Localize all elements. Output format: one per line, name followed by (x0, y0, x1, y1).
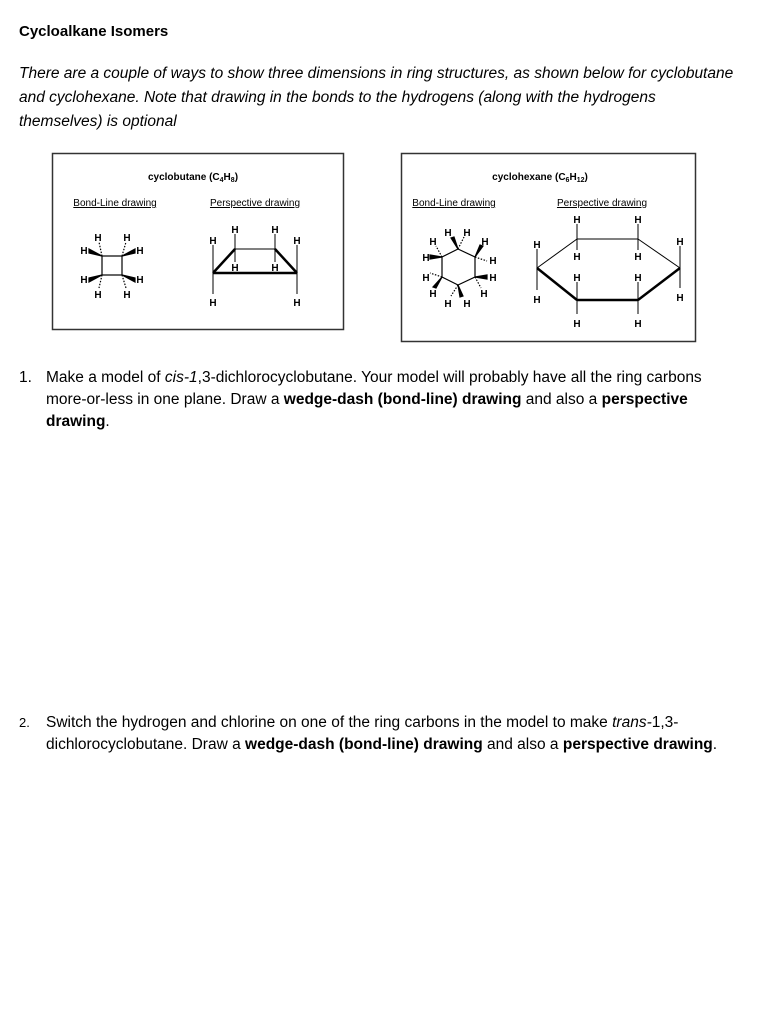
atom-label: H (136, 275, 144, 286)
atom-label: H (94, 233, 102, 244)
atom-label: H (293, 298, 301, 309)
atom-label: H (422, 253, 430, 264)
question-text: Switch the hydrogen and chlorine on one of the ring carbons in the model to make trans-1,3-dichlorocyclobutane. Draw a wedge-dash (bond-line) drawing and also a perspective drawing. (46, 714, 718, 753)
atom-label: H (136, 246, 144, 257)
cyclobutane-figure (53, 154, 344, 330)
atom-label: H (676, 293, 684, 304)
atom-label: H (676, 237, 684, 248)
atom-label: H (444, 299, 452, 310)
cyclohexane-bond-line-label: Bond-Line drawing (412, 198, 496, 209)
cyclohexane-figure (402, 154, 696, 342)
atom-label: H (489, 256, 497, 267)
atom-label: H (271, 225, 279, 236)
atom-label: H (573, 319, 581, 330)
atom-label: H (271, 263, 279, 274)
atom-label: H (634, 252, 642, 263)
intro-paragraph: There are a couple of ways to show three dimensions in ring structures, as shown below for cyclobutane and cyclohexane. Note that drawing in the bonds to the hydrogens (along with the hydrogens themselves) is optional (19, 65, 734, 130)
question-number: 1. (19, 369, 32, 386)
atom-label: H (444, 228, 452, 239)
atom-label: H (123, 290, 131, 301)
cyclohexane-perspective-label: Perspective drawing (556, 198, 648, 209)
atom-label: H (422, 273, 430, 284)
cyclohexane-title: cyclohexane $(C_6H_{12})$ (492, 172, 588, 184)
atom-label: H (463, 299, 471, 310)
atom-label: H (573, 215, 581, 226)
atom-label: H (533, 295, 541, 306)
atom-label: H (573, 273, 581, 284)
cyclobutane-bond-line-label: Bond-Line drawing (73, 198, 157, 209)
atom-label: H (209, 236, 217, 247)
atom-label: H (463, 228, 471, 239)
atom-label: H (293, 236, 301, 247)
question-1 (19, 367, 719, 433)
cyclobutane-perspective-label: Perspective drawing (209, 198, 301, 209)
question-2 (19, 712, 719, 756)
atom-label: H (634, 215, 642, 226)
atom-label: H (533, 240, 541, 251)
atom-label: H (429, 237, 437, 248)
atom-label: H (80, 275, 88, 286)
question-number: 2. (19, 715, 30, 730)
atom-label: H (480, 289, 488, 300)
atom-label: H (94, 290, 102, 301)
atom-label: H (123, 233, 131, 244)
question-text: Make a model of cis-1,3-dichlorocyclobutane. Your model will probably have all the ring carbons more-or-less in one plane. Draw a wedge-dash (bond-line) drawing and also a perspective drawing. (46, 369, 702, 430)
atom-label: H (80, 246, 88, 257)
atom-label: H (489, 273, 497, 284)
atom-label: H (573, 252, 581, 263)
cyclobutane-title: cyclobutane $(C_4H_8)$ (147, 172, 239, 184)
atom-label: H (231, 225, 239, 236)
atom-label: H (209, 298, 217, 309)
atom-label: H (481, 237, 489, 248)
atom-label: H (231, 263, 239, 274)
atom-label: H (634, 273, 642, 284)
page-heading: Cycloalkane Isomers (19, 23, 169, 40)
atom-label: H (429, 289, 437, 300)
atom-label: H (634, 319, 642, 330)
